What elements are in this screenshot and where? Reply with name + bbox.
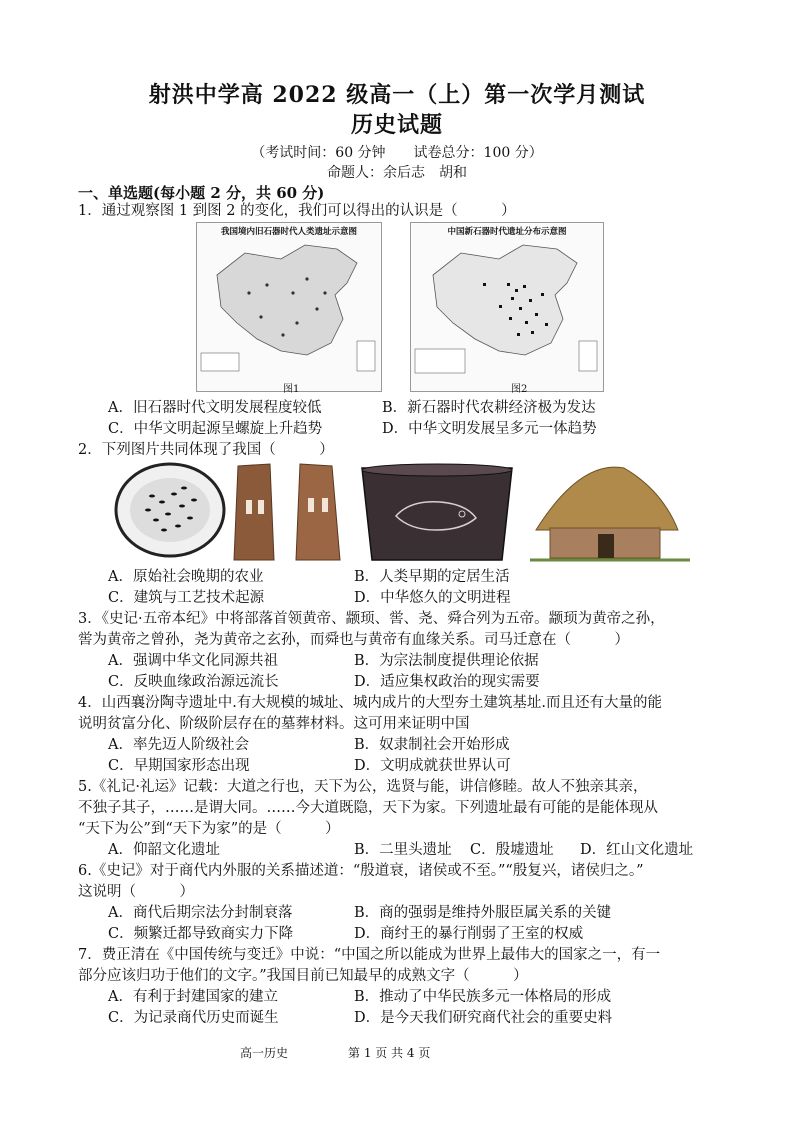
q6-option-b: B．商的强弱是维持外服臣属关系的关键 [354,905,612,921]
carbonized-rice-image [116,464,224,556]
q4-stem-line-2: 说明贫富分化、阶级阶层存在的墓葬材料。这可用来证明中国 [78,716,470,732]
q4-option-b: B．奴隶制社会开始形成 [354,737,510,753]
q7-option-a: A．有利于封建国家的建立 [108,989,278,1005]
q3-stem-line-2: 喾为黄帝之曾孙，尧为黄帝之玄孙，而舜也与黄帝有血缘关系。司马迁意在（ ） [78,632,629,648]
q1-option-d: D．中华文明发展呈多元一体趋势 [382,421,597,437]
q2-artifact-images [110,460,710,566]
q3-option-a: A．强调中华文化同源共祖 [108,653,278,669]
q5-stem-line-3: “天下为公”到“天下为家”的是（ ） [78,821,340,837]
q6-option-c: C．频繁迁都导致商实力下降 [108,926,294,942]
q2-option-b: B．人类早期的定居生活 [354,569,510,585]
q1-map-2 [410,222,604,395]
q7-option-c: C．为记录商代历史而诞生 [108,1010,279,1026]
q4-option-d: D．文明成就获世界认可 [354,758,511,774]
q7-option-d: D．是今天我们研究商代社会的重要史料 [354,1010,613,1026]
exam-authors: 命题人：余后志 胡和 [327,165,467,181]
exam-title: 射洪中学高 2022 级高一（上）第一次学月测试 [148,82,646,108]
q1-map2-caption: 图2 [511,384,528,395]
q2-option-a: A．原始社会晚期的农业 [108,569,264,585]
q6-stem-line-1: 6.《史记》对于商代内外服的关系描述道：“殷道衰，诸侯或不至。”“殷复兴，诸侯归之。” [78,863,644,879]
q1-map2-title: 中国新石器时代遗址分布示意图 [447,227,567,237]
q7-stem-line-2: 部分应该归功于他们的文字。”我国目前已知最早的成熟文字（ ） [78,968,528,984]
q1-option-b: B．新石器时代农耕经济极为发达 [382,400,596,416]
q1-map1-caption: 图1 [283,384,300,395]
q2-stem: 2．下列图片共同体现了我国（ ） [78,442,334,458]
q5-option-c: C．殷墟遗址 [470,842,554,858]
china-map-neolithic-image [411,223,603,391]
q1-option-c: C．中华文明起源呈螺旋上升趋势 [108,421,323,437]
q1-map1-title: 我国境内旧石器时代人类遗址示意图 [220,227,357,237]
q5-option-a: A．仰韶文化遗址 [108,842,220,858]
q6-option-d: D．商纣王的暴行削弱了王室的权威 [354,926,584,942]
exam-info: （考试时间：60 分钟 试卷总分：100 分） [251,145,543,161]
footer-subject: 高一历史 [240,1046,289,1060]
q7-option-b: B．推动了中华民族多元一体格局的形成 [354,989,612,1005]
q4-stem-line-1: 4．山西襄汾陶寺遗址中.有大规模的城址、城内成片的大型夯土建筑基址.而且还有大量的能 [78,695,662,711]
q4-option-c: C．早期国家形态出现 [108,758,250,774]
q1-stem: 1．通过观察图 1 到图 2 的变化，我们可以得出的认识是（ ） [78,203,516,219]
pig-pattern-pottery-image [362,464,512,560]
q2-option-c: C．建筑与工艺技术起源 [108,590,265,606]
footer-page-number: 第 1 页 共 4 页 [348,1046,431,1060]
q5-stem-line-2: 不独子其子，……是谓大同。……今大道既隐，天下为家。下列遗址最有可能的是能体现从 [78,800,658,816]
q1-option-a: A．旧石器时代文明发展程度较低 [108,400,322,416]
q3-stem-line-1: 3．《史记·五帝本纪》中将部落首领黄帝、颛顼、喾、尧、舜合列为五帝。颛顼为黄帝之孙， [78,611,665,627]
bone-spade-image [234,464,340,560]
q3-option-b: B．为宗法制度提供理论依据 [354,653,539,669]
q4-option-a: A．率先迈人阶级社会 [108,737,249,753]
q3-option-c: C．反映血缘政治源远流长 [108,674,279,690]
q1-map-1 [196,222,382,395]
q3-option-d: D．适应集权政治的现实需要 [354,674,540,690]
exam-subtitle: 历史试题 [350,112,443,138]
thatched-hut-image [530,467,690,560]
q5-option-b: B．二里头遗址 [354,842,452,858]
q5-stem-line-1: 5.《礼记·礼运》记载：大道之行也，天下为公，选贤与能，讲信修睦。故人不独亲其亲， [78,779,648,795]
q6-option-a: A．商代后期宗法分封制衰落 [108,905,293,921]
q7-stem-line-1: 7．费正清在《中国传统与变迁》中说：“中国之所以能成为世界上最伟大的国家之一，有一 [78,947,661,963]
section-heading: 一、单选题(每小题 2 分，共 60 分) [78,184,325,202]
q2-option-d: D．中华悠久的文明进程 [354,590,511,606]
q6-stem-line-2: 这说明（ ） [78,884,194,900]
q5-option-d: D．红山文化遗址 [580,842,694,858]
china-map-paleolithic-image [197,223,381,391]
